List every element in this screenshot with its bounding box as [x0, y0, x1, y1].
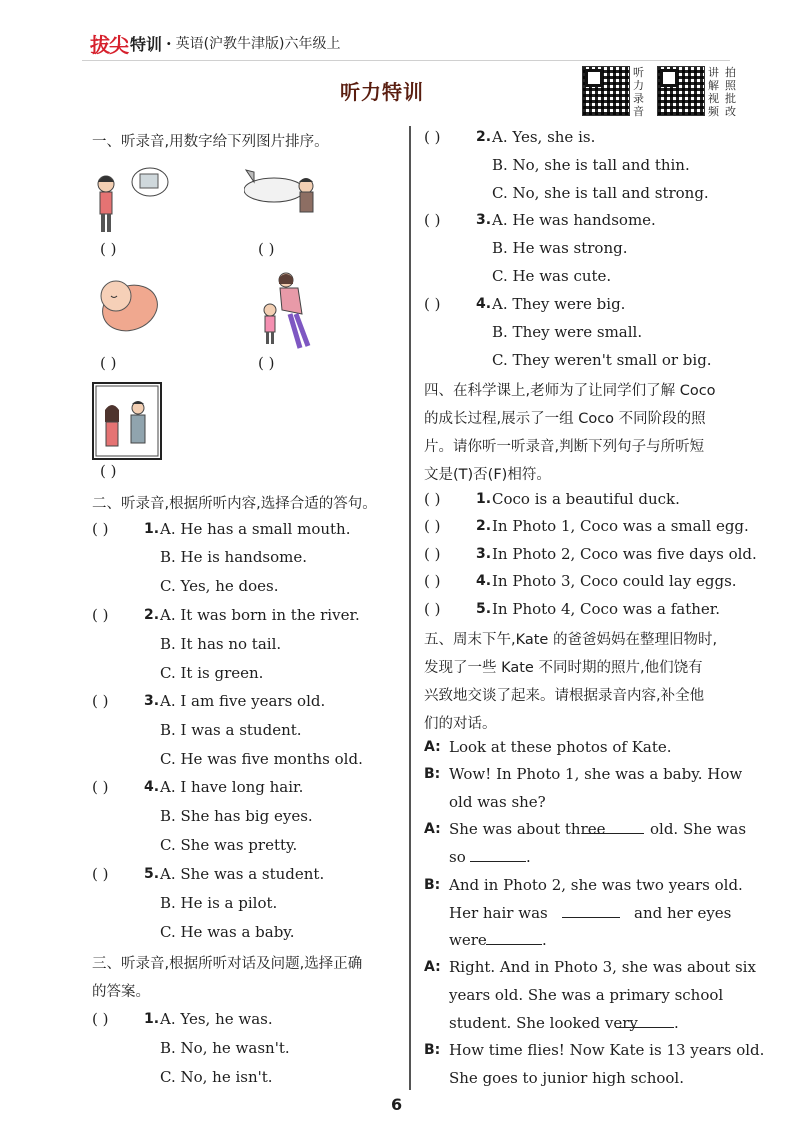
dialogue-text: .: [526, 848, 531, 866]
answer-paren[interactable]: ( ): [424, 545, 441, 563]
item-text: In Photo 3, Coco could lay eggs.: [492, 572, 737, 590]
answer-paren[interactable]: ( ): [92, 778, 109, 796]
item-text: Coco is a beautiful duck.: [492, 490, 680, 508]
option-a: A. Yes, he was.: [160, 1010, 273, 1028]
speaker-label: B:: [424, 766, 441, 782]
option-c: C. She was pretty.: [160, 836, 298, 854]
qr-label: 讲解视频: [708, 66, 719, 118]
subject-label: 英语(沪教牛津版)六年级上: [175, 36, 341, 52]
dialogue-text: old was she?: [449, 793, 546, 811]
item-number: 2.: [476, 518, 492, 534]
section4-heading-line1: 四、在科学课上,老师为了让同学们了解 Coco: [424, 383, 716, 399]
brand-logo: 拔尖: [90, 32, 128, 57]
dialogue-text: years old. She was a primary school: [449, 986, 724, 1004]
speaker-label: A:: [424, 821, 441, 837]
option-b: B. No, she is tall and thin.: [492, 156, 690, 174]
item-text: In Photo 2, Coco was five days old.: [492, 545, 757, 563]
answer-paren[interactable]: ( ): [92, 606, 109, 624]
question-number: 1.: [144, 1011, 160, 1027]
qr-label: 拍照批改: [725, 66, 736, 118]
picture-baby: [92, 272, 162, 334]
answer-paren[interactable]: ( ): [92, 865, 109, 883]
option-c: C. No, he isn't.: [160, 1068, 273, 1086]
section4-heading-line3: 片。请你听一听录音,判断下列句子与所听短: [424, 439, 705, 455]
option-c: C. He was a baby.: [160, 923, 295, 941]
dialogue-text: .: [542, 931, 547, 949]
option-a: A. I am five years old.: [160, 692, 326, 710]
option-b: B. I was a student.: [160, 721, 302, 739]
option-a: A. It was born in the river.: [160, 606, 360, 624]
section5-heading-line3: 兴致地交谈了起来。请根据录音内容,补全他: [424, 688, 705, 704]
answer-paren[interactable]: ( ): [424, 295, 441, 313]
dialogue-text: and her eyes: [634, 904, 732, 922]
question-number: 1.: [144, 521, 160, 537]
question-number: 2.: [144, 607, 160, 623]
page-number: 6: [391, 1095, 403, 1114]
picture-mother-child: [256, 270, 316, 354]
item-text: In Photo 1, Coco was a small egg.: [492, 517, 749, 535]
column-divider: [409, 126, 411, 1090]
question-number: 2.: [476, 129, 492, 145]
dialogue-text: Look at these photos of Kate.: [449, 738, 672, 756]
option-c: C. He was cute.: [492, 267, 612, 285]
option-a: A. They were big.: [492, 295, 626, 313]
section5-heading-line4: 们的对话。: [424, 716, 497, 732]
dialogue-text: .: [674, 1014, 679, 1032]
dialogue-text: so: [449, 848, 466, 866]
option-b: B. He is a pilot.: [160, 894, 278, 912]
picture-girl-thinking: [92, 162, 172, 240]
section2-heading: 二、听录音,根据所听内容,选择合适的答句。: [92, 496, 377, 512]
answer-paren[interactable]: ( ): [424, 128, 441, 146]
dialogue-text: old. She was: [650, 820, 747, 838]
option-a: A. He was handsome.: [492, 211, 656, 229]
qr-code-icon: [582, 66, 630, 116]
dialogue-text: Wow! In Photo 1, she was a baby. How: [449, 765, 743, 783]
option-a: A. Yes, she is.: [492, 128, 596, 146]
picture-blank[interactable]: ( ): [258, 354, 275, 372]
answer-paren[interactable]: ( ): [424, 490, 441, 508]
option-c: C. It is green.: [160, 664, 264, 682]
fill-blank-input[interactable]: [582, 821, 644, 834]
section5-heading-line2: 发现了一些 Kate 不同时期的照片,他们饶有: [424, 660, 703, 676]
section3-heading-line2: 的答案。: [92, 984, 150, 1000]
dialogue-text: And in Photo 2, she was two years old.: [449, 876, 743, 894]
fill-blank-input[interactable]: [470, 849, 526, 862]
dialogue-text: She goes to junior high school.: [449, 1069, 684, 1087]
answer-paren[interactable]: ( ): [92, 1010, 109, 1028]
brand-name: 特训: [130, 34, 163, 54]
option-b: B. They were small.: [492, 323, 643, 341]
page-title: 听力特训: [340, 80, 424, 104]
section4-heading-line2: 的成长过程,展示了一组 Coco 不同阶段的照: [424, 411, 706, 427]
qr-label: 听力录音: [633, 66, 644, 118]
option-a: A. She was a student.: [160, 865, 325, 883]
option-a: A. I have long hair.: [160, 778, 304, 796]
question-number: 3.: [476, 212, 492, 228]
item-number: 5.: [476, 601, 492, 617]
speaker-label: B:: [424, 1042, 441, 1058]
speaker-label: A:: [424, 739, 441, 755]
option-b: B. It has no tail.: [160, 635, 282, 653]
section4-heading-line4: 文是(T)否(F)相符。: [424, 467, 551, 483]
header-dot: ·: [166, 33, 172, 53]
section5-heading-line1: 五、周末下午,Kate 的爸爸妈妈在整理旧物时,: [424, 632, 718, 648]
option-c: C. He was five months old.: [160, 750, 363, 768]
speaker-label: B:: [424, 877, 441, 893]
item-number: 4.: [476, 573, 492, 589]
item-number: 1.: [476, 491, 492, 507]
picture-blank[interactable]: ( ): [100, 354, 117, 372]
option-b: B. He was strong.: [492, 239, 628, 257]
fill-blank-input[interactable]: [486, 932, 542, 945]
dialogue-text: She was about three: [449, 820, 606, 838]
option-c: C. No, she is tall and strong.: [492, 184, 709, 202]
header: [90, 30, 341, 56]
picture-blank[interactable]: ( ): [100, 240, 117, 258]
dialogue-text: student. She looked very: [449, 1014, 638, 1032]
item-number: 3.: [476, 546, 492, 562]
option-b: B. She has big eyes.: [160, 807, 313, 825]
picture-blank[interactable]: ( ): [258, 240, 275, 258]
question-number: 5.: [144, 866, 160, 882]
dialogue-text: were: [449, 931, 487, 949]
answer-paren[interactable]: ( ): [424, 517, 441, 535]
dialogue-text: Right. And in Photo 3, she was about six: [449, 958, 756, 976]
option-b: B. He is handsome.: [160, 548, 308, 566]
dialogue-text: Her hair was: [449, 904, 548, 922]
answer-paren[interactable]: ( ): [424, 211, 441, 229]
item-text: In Photo 4, Coco was a father.: [492, 600, 721, 618]
answer-paren[interactable]: ( ): [92, 520, 109, 538]
question-number: 4.: [144, 779, 160, 795]
option-a: A. He has a small mouth.: [160, 520, 351, 538]
section3-heading-line1: 三、听录音,根据所听对话及问题,选择正确: [92, 956, 363, 972]
dialogue-text: How time flies! Now Kate is 13 years old.: [449, 1041, 765, 1059]
option-b: B. No, he wasn't.: [160, 1039, 290, 1057]
qr-code-icon: [657, 66, 705, 116]
speaker-label: A:: [424, 959, 441, 975]
qr-audio[interactable]: [582, 66, 647, 118]
question-number: 3.: [144, 693, 160, 709]
header-divider: [82, 60, 730, 61]
answer-paren[interactable]: ( ): [424, 600, 441, 618]
picture-pilot-plane: [244, 164, 320, 216]
question-number: 4.: [476, 296, 492, 312]
fill-blank-input[interactable]: [616, 1015, 674, 1028]
option-c: C. They weren't small or big.: [492, 351, 712, 369]
qr-video[interactable]: [657, 66, 739, 118]
answer-paren[interactable]: ( ): [424, 572, 441, 590]
picture-blank[interactable]: ( ): [100, 462, 117, 480]
fill-blank-input[interactable]: [562, 905, 620, 918]
option-c: C. Yes, he does.: [160, 577, 279, 595]
section1-heading: 一、听录音,用数字给下列图片排序。: [92, 134, 329, 150]
answer-paren[interactable]: ( ): [92, 692, 109, 710]
picture-family-photo: [92, 382, 162, 460]
